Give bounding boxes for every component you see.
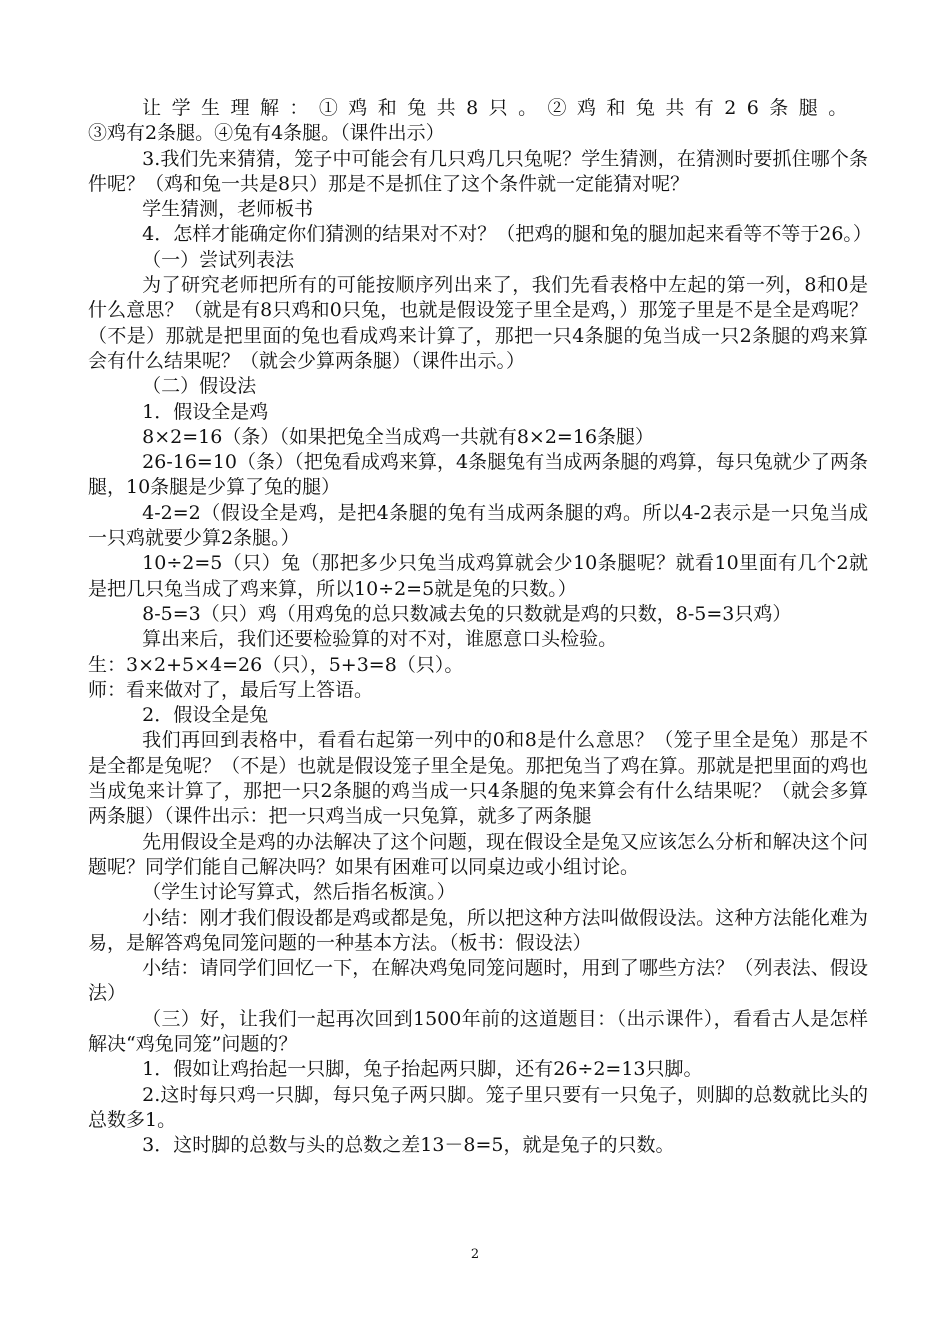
paragraph: 3.我们先来猜猜，笼子中可能会有几只鸡几只兔呢？学生猜测，在猜测时要抓住哪个条件呢？（鸡和兔一共是8只）那是不是抓住了这个条件就一定能猜对呢？ (88, 147, 868, 195)
paragraph: 先用假设全是鸡的办法解决了这个问题，现在假设全是兔又应该怎么分析和解决这个问题呢？同学们能自己解决吗？如果有困难可以同桌边或小组讨论。 (88, 830, 868, 878)
page-number: 2 (470, 1247, 480, 1262)
paragraph: 小结：请同学们回忆一下，在解决鸡兔同笼问题时，用到了哪些方法？（列表法、假设法） (88, 957, 868, 1005)
paragraph: 1．假如让鸡抬起一只脚，兔子抬起两只脚，还有26÷2=13只脚。 (142, 1058, 703, 1081)
paragraph: 8×2=16（条）（如果把兔全当成鸡一共就有8×2=16条腿） (142, 425, 655, 448)
subheading: 1．假设全是鸡 (142, 400, 269, 423)
paragraph: （学生讨论写算式，然后指名板演。） (142, 881, 456, 904)
paragraph: 算出来后，我们还要检验算的对不对，谁愿意口头检验。 (142, 628, 618, 651)
section-heading: （二）假设法 (142, 375, 257, 398)
paragraph: ③鸡有2条腿。④兔有4条腿。（课件出示） (88, 122, 445, 145)
paragraph: 让学生理解：①鸡和兔共8只。②鸡和兔共有26条腿。 (142, 97, 858, 119)
section-heading: （三）好，让我们一起再次回到1500年前的这道题目：（出示课件），看看古人是怎样解决“鸡兔同笼”问题的？ (88, 1007, 868, 1055)
subheading: 2．假设全是兔 (142, 704, 269, 727)
paragraph: 学生猜测，老师板书 (142, 198, 314, 221)
paragraph: 8-5=3（只）鸡（用鸡兔的总只数减去兔的只数就是鸡的只数，8-5=3只鸡） (142, 602, 792, 625)
paragraph: 4-2=2（假设全是鸡，是把4条腿的兔有当成两条腿的鸡。所以4-2表示是一只兔当成一只鸡就要少算2条腿。） (88, 501, 868, 550)
paragraph: 4．怎样才能确定你们猜测的结果对不对？（把鸡的腿和兔的腿加起来看等不等于26。） (142, 223, 872, 246)
paragraph: 10÷2=5（只）兔（那把多少只兔当成鸡算就会少10条腿呢？就看10里面有几个2就是把几只兔当成了鸡来算，所以10÷2=5就是兔的只数。） (88, 552, 868, 600)
paragraph: 3．这时脚的总数与头的总数之差13－8=5，就是兔子的只数。 (142, 1134, 675, 1157)
document-body (88, 96, 872, 1158)
section-heading: （一）尝试列表法 (142, 248, 295, 271)
teacher-line: 师：看来做对了，最后写上答语。 (88, 678, 374, 701)
paragraph: 2.这时每只鸡一只脚，每只兔子两只脚。笼子里只要有一只兔子，则脚的总数就比头的总数多1。 (88, 1083, 868, 1131)
paragraph: 26-16=10（条）（把兔看成鸡来算，4条腿兔有当成两条腿的鸡算，每只兔就少了两条腿，10条腿是少算了兔的腿） (88, 451, 868, 499)
paragraph: 为了研究老师把所有的可能按顺序列出来了，我们先看表格中左起的第一列，8和0是什么意思？（就是有8只鸡和0只兔，也就是假设笼子里全是鸡，）那笼子里是不是全是鸡呢？（不是）那就是把里面的兔也看成鸡来计算了，那把一只4条腿的兔当成一只2条腿的鸡来算会有什么结果呢？（就会少算两条腿）（课件出示。） (88, 274, 868, 372)
student-line: 生：3×2+5×4=26（只），5+3=8（只）。 (88, 653, 464, 676)
paragraph: 小结：刚才我们假设都是鸡或都是兔，所以把这种方法叫做假设法。这种方法能化难为易，是解答鸡兔同笼问题的一种基本方法。（板书：假设法） (88, 906, 868, 954)
paragraph: 我们再回到表格中，看看右起第一列中的0和8是什么意思？（笼子里全是兔）那是不是全都是兔呢？（不是）也就是假设笼子里全是兔。那把兔当了鸡在算。那就是把里面的鸡也当成兔来计算了，那把一只2条腿的鸡当成一只4条腿的兔来算会有什么结果呢？（就会多算两条腿）（课件出示：把一只鸡当成一只兔算，就多了两条腿 (88, 729, 868, 828)
